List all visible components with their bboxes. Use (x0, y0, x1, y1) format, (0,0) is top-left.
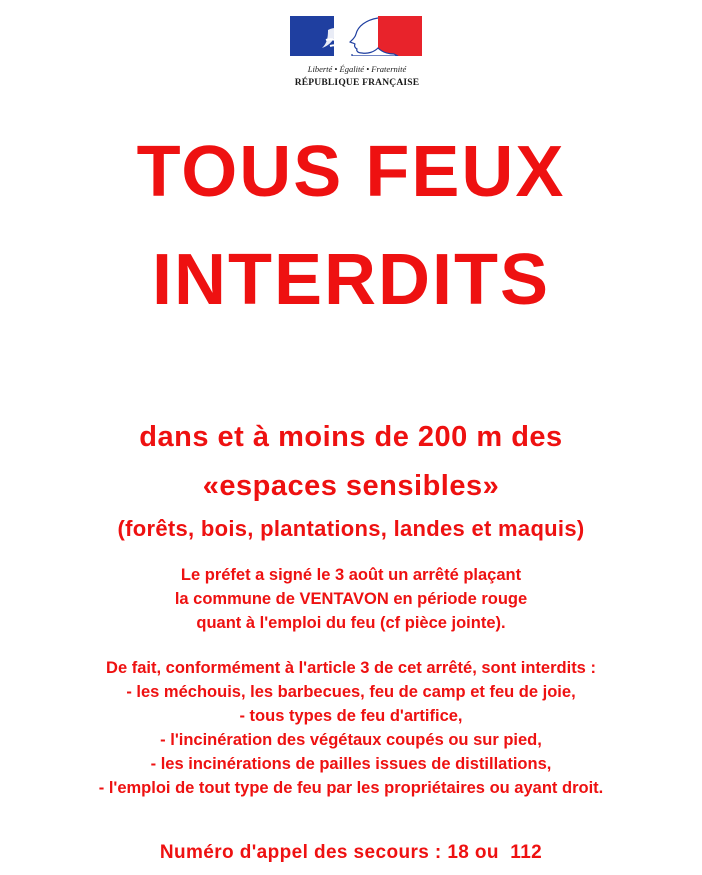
subtitle-line-1: dans et à moins de 200 m des (139, 421, 563, 453)
interdit-item: - tous types de feu d'artifice, (239, 707, 463, 725)
interdit-item: - l'incinération des végétaux coupés ou sur pied, (160, 731, 542, 749)
republique-francaise-logo (288, 14, 426, 98)
title-line-2: INTERDITS (151, 240, 550, 320)
arrete-line: la commune de VENTAVON en période rouge (174, 590, 528, 608)
interdits-intro: De fait, conformément à l'article 3 de cet arrêté, sont interdits : (106, 659, 596, 677)
interdit-item: - les incinérations de pailles issues de distillations, (150, 755, 552, 773)
arrete-line: quant à l'emploi du feu (cf pièce jointe). (196, 614, 506, 632)
emergency-number: Numéro d'appel des secours : 18 ou 112 (159, 842, 543, 863)
arrete-line: Le préfet a signé le 3 août un arrêté plaçant (180, 566, 522, 584)
arrete-paragraph (0, 563, 702, 635)
republique-francaise-text: RÉPUBLIQUE FRANÇAISE (294, 78, 420, 88)
motto-text: Liberté • Égalité • Fraternité (307, 64, 407, 74)
subtitle-line-3: (forêts, bois, plantations, landes et maquis) (117, 516, 585, 541)
title-line-1: TOUS FEUX (136, 132, 566, 212)
subtitle-line-2: «espaces sensibles» (202, 470, 500, 502)
interdit-item: - les méchouis, les barbecues, feu de camp et feu de joie, (126, 683, 576, 701)
marianne-logo-icon (290, 16, 422, 56)
interdit-item: - l'emploi de tout type de feu par les propriétaires ou ayant droit. (98, 779, 604, 797)
interdits-paragraph (0, 656, 702, 800)
